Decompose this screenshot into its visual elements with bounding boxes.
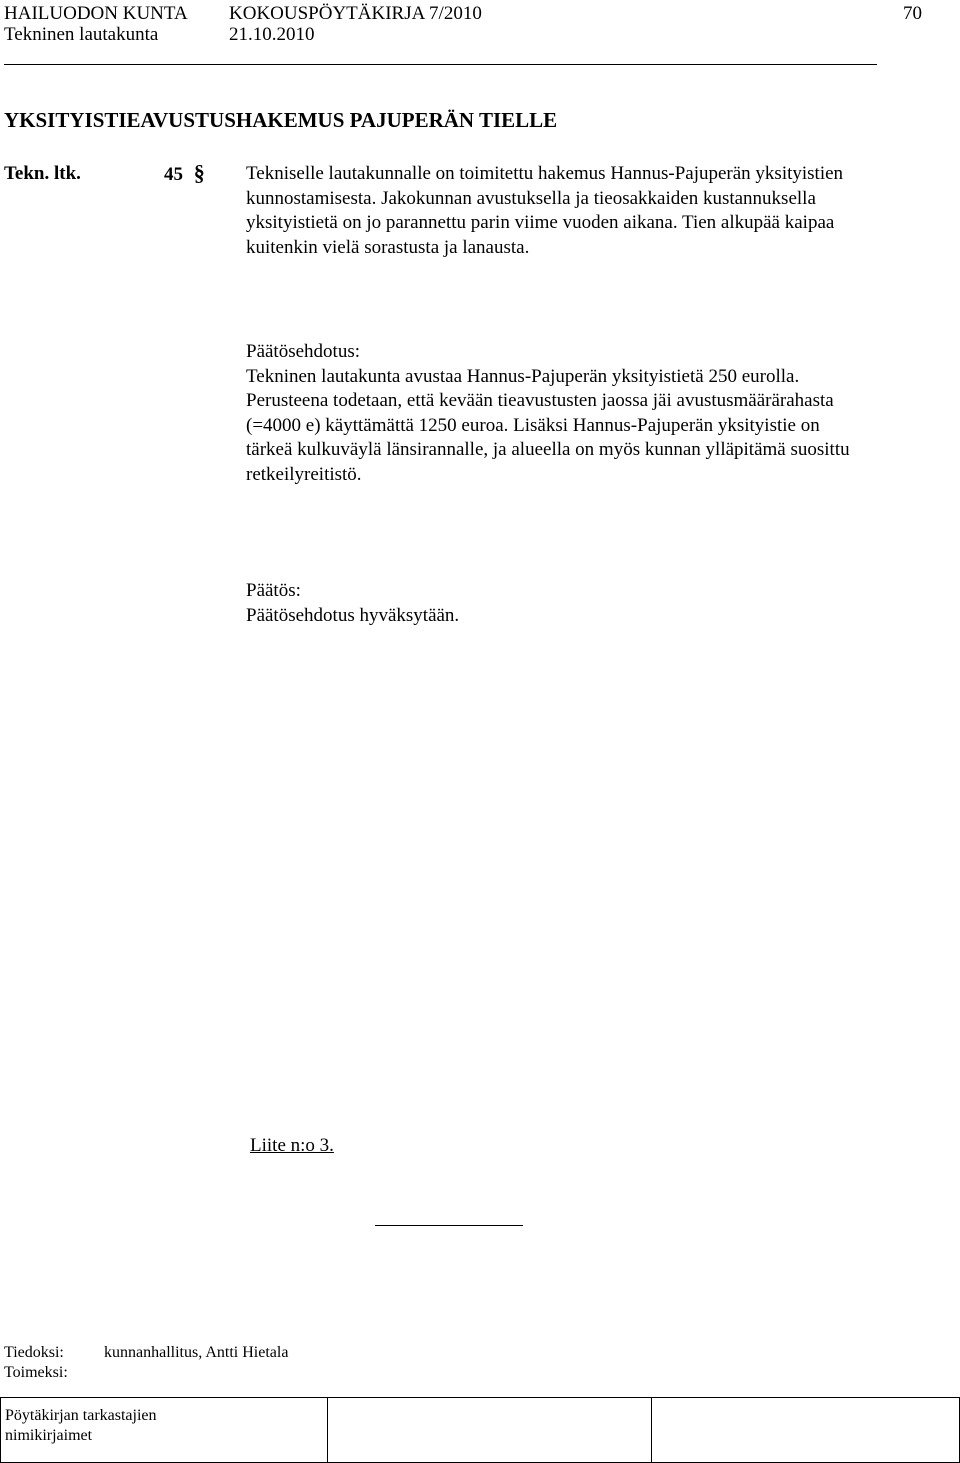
item-number — [164, 160, 205, 186]
signature-table — [0, 1397, 960, 1463]
action-label: Toimeksi: — [4, 1364, 68, 1381]
proposal-label: Päätösehdotus: — [246, 341, 360, 362]
item-number-value: 45 — [164, 164, 183, 185]
intro-paragraph — [246, 162, 926, 260]
decision-text: Päätösehdotus hyväksytään. — [246, 604, 460, 626]
municipality-name: HAILUODON KUNTA — [4, 3, 188, 24]
intro-line: Tekniselle lautakunnalle on toimitettu hakemus Hannus-Pajuperän yksityistien — [246, 163, 844, 184]
section-sign-icon: § — [193, 160, 205, 185]
section-title: YKSITYISTIEAVUSTUSHAKEMUS PAJUPERÄN TIELLE — [4, 108, 558, 132]
signature-label-cell — [1, 1398, 328, 1463]
proposal-line: tärkeä kulkuväylä länsirannalle, ja alueella on myös kunnan ylläpitämä suosittu — [246, 439, 850, 461]
proposal-line: (=4000 e) käyttämättä 1250 euroa. Lisäksi Hannus-Pajuperän yksityistie on — [246, 414, 820, 436]
attachment-link[interactable]: Liite n:o 3. — [250, 1135, 334, 1156]
decision-section — [246, 579, 926, 628]
document-title: KOKOUSPÖYTÄKIRJA 7/2010 — [229, 3, 482, 24]
signature-label-line: nimikirjaimet — [5, 1427, 93, 1444]
info-value: kunnanhallitus, Antti Hietala — [104, 1344, 289, 1361]
proposal-line: Tekninen lautakunta avustaa Hannus-Pajuperän yksityistietä 250 eurolla. — [246, 365, 800, 387]
item-body: Tekn. ltk. — [4, 163, 81, 184]
info-label: Tiedoksi: — [4, 1344, 64, 1361]
page-number: 70 — [903, 3, 922, 24]
committee-name: Tekninen lautakunta — [4, 24, 159, 45]
intro-line: yksityistietä on jo parannettu parin viime vuoden aikana. Tien alkupää kaipaa — [246, 212, 835, 234]
meeting-date: 21.10.2010 — [229, 24, 315, 45]
end-rule — [375, 1225, 523, 1226]
signature-label-line: Pöytäkirjan tarkastajien — [5, 1407, 157, 1424]
signature-cell[interactable] — [328, 1398, 652, 1463]
proposal-line: retkeilyreitistö. — [246, 463, 362, 485]
decision-label: Päätös: — [246, 580, 301, 601]
proposal-line: Perusteena todetaan, että kevään tieavustusten jaossa jäi avustusmäärärahasta — [246, 390, 834, 412]
header-divider — [4, 64, 877, 65]
proposal-section — [246, 340, 926, 488]
signature-cell[interactable] — [652, 1398, 960, 1463]
intro-line: kuitenkin vielä sorastusta ja lanausta. — [246, 236, 530, 258]
intro-line: kunnostamisesta. Jakokunnan avustuksella ja tieosakkaiden kustannuksella — [246, 187, 816, 209]
